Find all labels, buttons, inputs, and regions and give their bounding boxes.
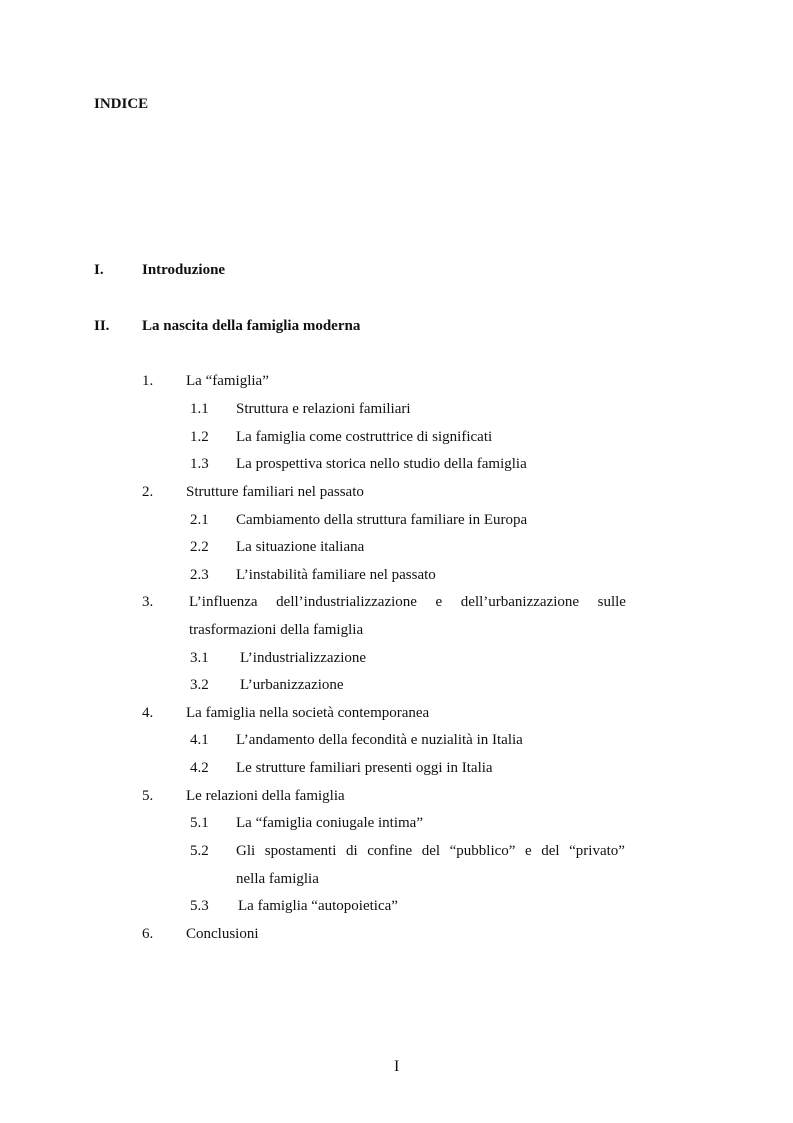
section-title-word: e [435, 594, 443, 610]
subsection-title-continuation: nella famiglia [236, 871, 319, 887]
subsection-title: L’andamento della fecondità e nuzialità in Italia [236, 732, 523, 748]
subsection-title: Le strutture familiari presenti oggi in Italia [236, 760, 493, 776]
subsection-number: 2.1 [190, 512, 209, 528]
section-title-word: sulle [597, 594, 626, 610]
subsection-number: 1.2 [190, 429, 209, 445]
subsection-number: 4.2 [190, 760, 209, 776]
subsection-title: La “famiglia coniugale intima” [236, 815, 424, 831]
subsection-number: 4.1 [190, 732, 209, 748]
section-title-line [189, 593, 626, 611]
section-number: 5. [142, 788, 154, 804]
chapter-number: II. [94, 318, 110, 334]
page-title: INDICE [94, 96, 149, 112]
section-title-continuation: trasformazioni della famiglia [189, 622, 364, 638]
subsection-title: Cambiamento della struttura familiare in Europa [236, 512, 528, 528]
subsection-title-word: e [525, 843, 532, 859]
subsection-title: L’urbanizzazione [240, 677, 344, 693]
subsection-title-word: di [345, 843, 358, 859]
subsection-title: La situazione italiana [236, 539, 365, 555]
section-title: La famiglia nella società contemporanea [186, 705, 430, 721]
subsection-title-word: “pubblico” [449, 843, 516, 859]
section-number: 3. [142, 594, 154, 610]
subsection-title: Struttura e relazioni familiari [236, 401, 411, 417]
section-title: Le relazioni della famiglia [186, 788, 345, 804]
section-title: La “famiglia” [186, 373, 269, 389]
chapter-title: La nascita della famiglia moderna [142, 318, 361, 334]
subsection-number: 3.2 [190, 677, 209, 693]
subsection-title-word: “privato” [569, 843, 625, 859]
subsection-title: L’instabilità familiare nel passato [236, 567, 436, 583]
subsection-title: La famiglia come costruttrice di significati [236, 429, 493, 445]
subsection-title-word: del [541, 843, 560, 859]
subsection-title-line [236, 842, 625, 860]
page-number: I [394, 1058, 400, 1075]
section-number: 6. [142, 926, 154, 942]
section-title-word: L’influenza [189, 594, 258, 610]
subsection-number: 5.1 [190, 815, 209, 831]
section-number: 1. [142, 373, 154, 389]
subsection-number: 1.1 [190, 401, 209, 417]
section-number: 2. [142, 484, 154, 500]
subsection-title-word: Gli [236, 843, 256, 859]
subsection-number: 2.2 [190, 539, 209, 555]
subsection-number: 3.1 [190, 650, 209, 666]
subsection-number: 5.3 [190, 898, 209, 914]
section-title: Strutture familiari nel passato [186, 484, 364, 500]
subsection-number: 5.2 [190, 843, 209, 859]
subsection-title: La famiglia “autopoietica” [238, 898, 398, 914]
section-number: 4. [142, 705, 154, 721]
subsection-title-word: spostamenti [264, 843, 337, 859]
chapter-number: I. [94, 262, 104, 278]
section-title: Conclusioni [186, 926, 259, 942]
section-title-word: dell’urbanizzazione [460, 594, 580, 610]
subsection-number: 2.3 [190, 567, 209, 583]
subsection-title: La prospettiva storica nello studio della famiglia [236, 456, 527, 472]
section-title-word: dell’industrializzazione [276, 594, 417, 610]
subsection-number: 1.3 [190, 456, 209, 472]
subsection-title-word: del [421, 843, 441, 859]
subsection-title-word: confine [367, 843, 413, 859]
chapter-title: Introduzione [142, 262, 226, 278]
subsection-title: L’industrializzazione [240, 650, 367, 666]
